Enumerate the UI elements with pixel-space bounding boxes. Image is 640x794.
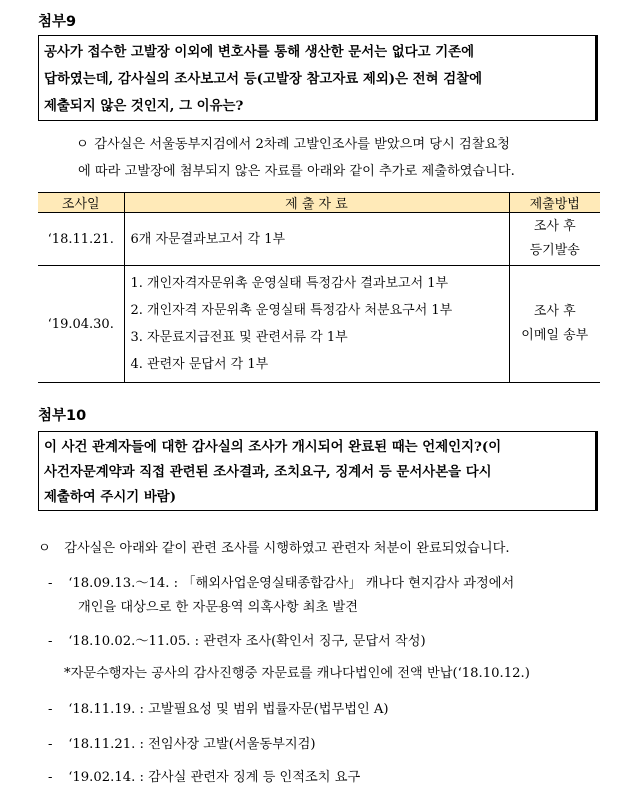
event-note: *자문수행자는 공사의 감사진행중 자문료를 캐나다법인에 전액 반납(‘18.10.12.)	[64, 666, 530, 681]
method-line: 등기발송	[529, 243, 580, 258]
section-10-title: 첨부10	[38, 408, 87, 424]
section-10-answer-intro	[38, 537, 510, 556]
table-cell-method	[509, 213, 600, 266]
section-9-answer-line: 에 따라 고발장에 첨부되지 않은 자료를 아래와 같이 추가로 제출하였습니다.	[78, 164, 515, 179]
table-cell-method	[509, 266, 600, 383]
event-text: ‘18.11.19. : 고발필요성 및 범위 법률자문(법무법인 A)	[68, 702, 389, 717]
event-text: ‘18.09.13.～14. : 「해외사업운영실태종합감사」 캐나다 현지감사 과정에서	[68, 576, 515, 591]
table-cell-date: ‘18.11.21.	[38, 213, 124, 266]
question-line: 제출하여 주시기 바람)	[44, 489, 177, 505]
event-dash: -	[48, 576, 53, 591]
method-line: 조사 후	[533, 304, 576, 319]
section-10-question-box	[38, 431, 598, 511]
question-line: 공사가 접수한 고발장 이외에 변호사를 통해 생산한 문서는 없다고 기존에	[44, 44, 475, 60]
question-line: 제출되지 않은 것인지, 그 이유는?	[44, 98, 244, 114]
event-item	[48, 572, 514, 591]
question-line: 답하였는데, 감사실의 조사보고서 등(고발장 참고자료 제외)은 전혀 검찰에	[44, 71, 483, 87]
event-dash: -	[48, 737, 53, 752]
event-dash: -	[48, 702, 53, 717]
answer-marker: ㅇ	[38, 541, 51, 556]
event-item	[48, 698, 389, 717]
event-text: ‘18.10.02.～11.05. : 관련자 조사(확인서 징구, 문답서 작성)	[68, 634, 426, 649]
table-header-date: 조사일	[38, 193, 124, 213]
table-cell-materials	[124, 266, 509, 383]
table-cell-materials	[124, 213, 509, 266]
table-row	[38, 266, 600, 383]
event-continuation: 개인을 대상으로 한 자문용역 의혹사항 최초 발견	[78, 600, 358, 615]
answer-marker: ㅇ	[76, 137, 89, 152]
table-header-method: 제출방법	[509, 193, 600, 213]
material-item: 4. 관련자 문답서 각 1부	[130, 357, 269, 372]
material-item: 1. 개인자격자문위촉 운영실태 특정감사 결과보고서 1부	[130, 276, 449, 291]
question-line: 이 사건 관계자들에 대한 감사실의 조사가 개시되어 완료된 때는 언제인지?(이	[44, 439, 502, 455]
event-text: ‘18.11.21. : 전임사장 고발(서울동부지검)	[68, 737, 316, 752]
material-item: 3. 자문료지급전표 및 관련서류 각 1부	[130, 330, 348, 345]
section-9-title: 첨부9	[38, 14, 77, 30]
answer-text: 감사실은 아래와 같이 관련 조사를 시행하였고 관련자 처분이 완료되었습니다.	[64, 541, 510, 556]
event-text: ‘19.02.14. : 감사실 관련자 징계 등 인적조치 요구	[68, 770, 361, 785]
table-header-materials: 제 출 자 료	[124, 193, 509, 213]
method-line: 이메일 송부	[521, 328, 589, 343]
event-item	[48, 766, 360, 785]
method-line: 조사 후	[533, 219, 576, 234]
submission-table	[38, 192, 600, 383]
section-9-question-box	[38, 35, 598, 121]
event-item	[48, 733, 316, 752]
table-cell-date: ‘19.04.30.	[38, 266, 124, 383]
material-item: 6개 자문결과보고서 각 1부	[130, 231, 286, 247]
section-9-answer-line	[76, 131, 510, 159]
event-item	[48, 630, 426, 649]
event-dash: -	[48, 634, 53, 649]
answer-text: 감사실은 서울동부지검에서 2차례 고발인조사를 받았으며 당시 검찰요청	[94, 137, 510, 152]
event-dash: -	[48, 770, 53, 785]
question-line: 사건자문계약과 직접 관련된 조사결과, 조치요구, 징계서 등 문서사본을 다시	[44, 464, 492, 480]
table-row	[38, 213, 600, 266]
material-item: 2. 개인자격 자문위촉 운영실태 특정감사 처분요구서 1부	[130, 303, 453, 318]
